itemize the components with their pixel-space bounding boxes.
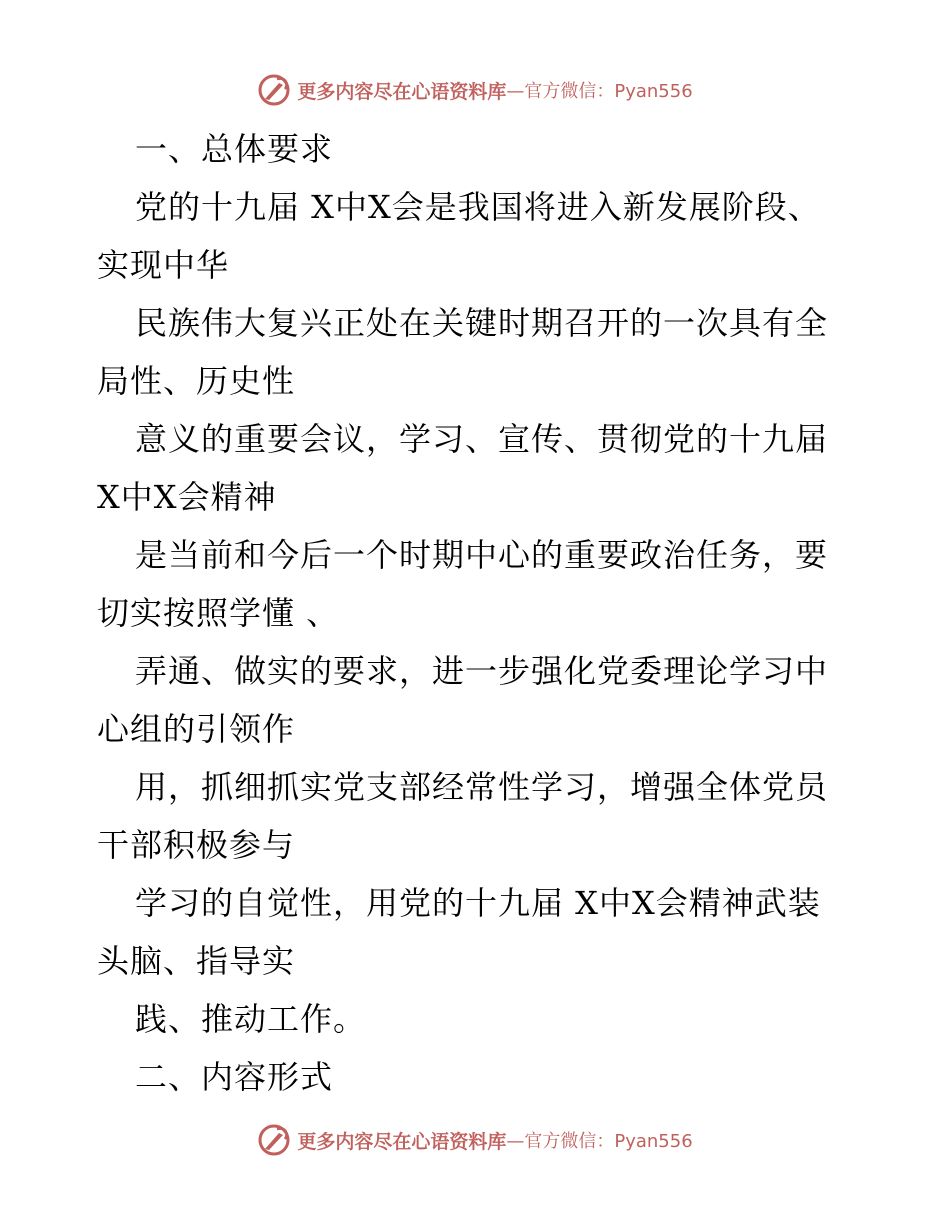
watermark-brand: 更多内容尽在心语资料库 [297,80,507,103]
text-line: 意义的重要会议，学习、宣传、贯彻党的十九届 [135,420,829,458]
text-line: 党的十九届 X中X会是我国将进入新发展阶段、 [135,188,821,226]
text-line: 心组的引领作 [97,710,296,748]
quill-seal-icon [257,73,291,107]
text-line: 干部积极参与 [97,826,296,864]
text-line: 实现中华 [97,246,230,284]
text-line: 学习的自觉性，用党的十九届 X中X会精神武装 [135,884,821,922]
watermark-contact: —官方微信：Pyan556 [506,1131,693,1152]
watermark-contact: —官方微信：Pyan556 [506,81,693,102]
text-line: 切实按照学懂 、 [97,594,340,632]
header-watermark [0,70,950,110]
footer-watermark [0,1120,950,1160]
text-line: 头脑、指导实 [97,942,296,980]
text-line: 用，抓细抓实党支部经常性学习，增强全体党员 [135,768,829,806]
text-line: 局性、历史性 [97,362,296,400]
text-line: 一、总体要求 [135,130,334,168]
text-line: 弄通、做实的要求，进一步强化党委理论学习中 [135,652,829,690]
text-line: 民族伟大复兴正处在关键时期召开的一次具有全 [135,304,829,342]
quill-seal-icon [257,1123,291,1157]
text-line: X中X会精神 [97,478,277,516]
text-line: 二、内容形式 [135,1058,334,1096]
document-body [97,120,867,1106]
text-line: 践、推动工作。 [135,1000,367,1038]
text-line: 是当前和今后一个时期中心的重要政治任务，要 [135,536,829,574]
watermark-brand: 更多内容尽在心语资料库 [297,1130,507,1153]
